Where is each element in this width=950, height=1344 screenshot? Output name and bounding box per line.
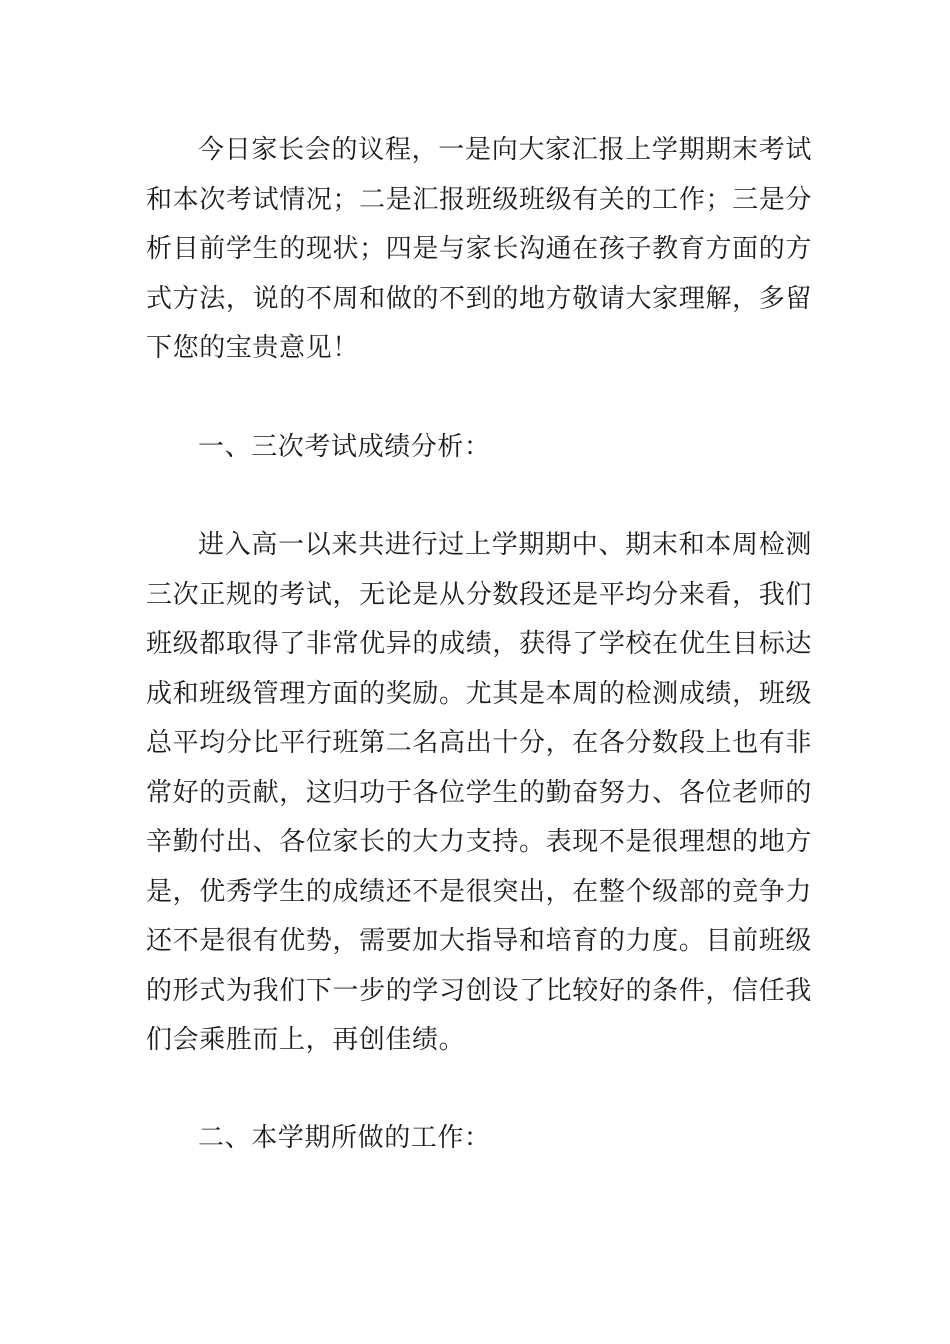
intro-paragraph: 今日家长会的议程，一是向大家汇报上学期期末考试和本次考试情况；二是汇报班级班级有关的工作；三是分析目前学生的现状；四是与家长沟通在孩子教育方面的方式方法，说的不周和做的不到的地方敬请大家理解，多留下您的宝贵意见！ xyxy=(146,135,812,363)
section-heading-exam-analysis: 一、三次考试成绩分析： xyxy=(198,431,491,462)
section-heading-semester-work: 二、本学期所做的工作： xyxy=(198,1122,491,1153)
document-body xyxy=(146,126,812,1163)
paragraph-spacer xyxy=(146,472,812,521)
paragraph-spacer xyxy=(146,374,812,423)
exam-analysis-paragraph: 进入高一以来共进行过上学期期中、期末和本周检测三次正规的考试，无论是从分数段还是平均分来看，我们班级都取得了非常优异的成绩，获得了学校在优生目标达成和班级管理方面的奖励。尤其是本周的检测成绩，班级总平均分比平行班第二名高出十分，在各分数段上也有非常好的贡献，这归功于各位学生的勤奋努力、各位老师的辛勤付出、各位家长的大力支持。表现不是很理想的地方是，优秀学生的成绩还不是很突出，在整个级部的竞争力还不是很有优势，需要加大指导和培育的力度。目前班级的形式为我们下一步的学习创设了比较好的条件，信任我们会乘胜而上，再创佳绩。 xyxy=(146,530,812,1055)
paragraph-spacer xyxy=(146,1066,812,1114)
